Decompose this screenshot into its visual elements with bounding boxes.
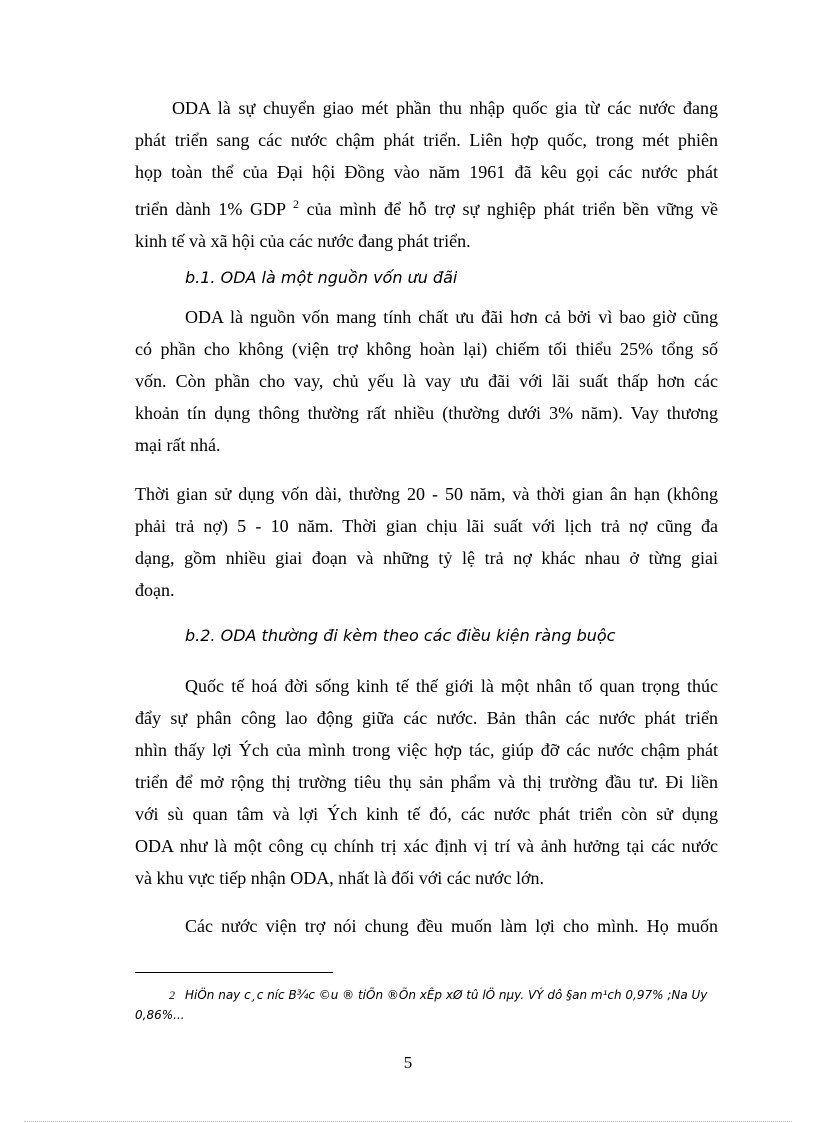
text-line: Thời gian sử dụng vốn dài, thường 20 - 50 năm, và thời gian ân hạn (không (135, 484, 718, 504)
text-line: ODA là sự chuyển giao mét phần thu nhập quốc gia từ các nước đang (172, 98, 718, 118)
text-line: Quốc tế hoá đời sống kinh tế thế giới là một nhân tố quan trọng thúc (185, 676, 718, 696)
text-segment: triển dành 1% GDP (135, 199, 286, 219)
footnote-line: 0,86%... (135, 1008, 185, 1022)
text-line: có phần cho không (viện trợ không hoàn lại) chiếm tối thiểu 25% tổng số (135, 339, 718, 359)
paragraph-donor-interest (135, 910, 718, 942)
text-line-with-footnote-ref (135, 188, 718, 225)
text-line: Các nước viện trợ nói chung đều muốn làm lợi cho mình. Họ muốn (185, 916, 718, 936)
text-line: nhìn thấy lợi Ých của mình trong việc hợp tác, giúp đỡ các nước chậm phát (135, 740, 718, 760)
footnote-line (135, 985, 718, 1005)
text-line: và khu vực tiếp nhận ODA, nhất là đối với các nước lớn. (135, 868, 544, 888)
text-segment: của mình để hỗ trợ sự nghiệp phát triển bền vững về (306, 199, 718, 219)
text-line: dạng, gồm nhiều giai đoạn và những tỷ lệ trả nợ khác nhau ở từng giai (135, 548, 718, 568)
section-heading-b2: b.2. ODA thường đi kèm theo các điều kiện ràng buộc (185, 626, 616, 645)
text-line: khoản tín dụng thông thường rất nhiều (thường dưới 3% năm). Vay thương (135, 403, 718, 423)
footnote-separator (135, 972, 333, 973)
text-line: đẩy sự phân công lao động giữa các nước. Bản thân các nước phát triển (135, 708, 718, 728)
text-line: vốn. Còn phần cho vay, chủ yếu là vay ưu đãi với lãi suất thấp hơn các (135, 371, 718, 391)
paragraph-loan-terms (135, 478, 718, 606)
footnote (135, 985, 718, 1025)
page-bottom-border (24, 1121, 792, 1122)
text-line: với sù quan tâm và lợi Ých kinh tế đó, các nước phát triển còn sử dụng (135, 804, 718, 824)
footnote-mark: 2 (169, 988, 175, 1002)
section-heading-b1: b.1. ODA là một nguồn vốn ưu đãi (185, 268, 458, 287)
text-line: ODA là nguồn vốn mang tính chất ưu đãi hơn cả bởi vì bao giờ cũng (185, 307, 718, 327)
footnote-text: HiÖn nay c¸c níc B¾c ©u ® tiÕn ®Õn xÊp xØ tû lÖ nµy. VÝ dô §an m¹ch 0,97% ;Na Uy (185, 988, 708, 1002)
text-line: ODA như là một công cụ chính trị xác định vị trí và ảnh hưởng tại các nước (135, 836, 718, 856)
text-line: triển để mở rộng thị trường tiêu thụ sản phẩm và thị trường đầu tư. Đi liền (135, 772, 718, 792)
text-line: họp toàn thể của Đại hội Đồng vào năm 1961 đã kêu gọi các nước phát (135, 162, 718, 182)
text-line: mại rất nhá. (135, 435, 221, 455)
paragraph-concessional-capital (135, 301, 718, 461)
page-number: 5 (403, 1053, 413, 1072)
paragraph-internationalization (135, 670, 718, 894)
text-line: phát triển sang các nước chậm phát triển. Liên hợp quốc, trong mét phiên (135, 130, 718, 150)
text-line: đoạn. (135, 580, 175, 600)
paragraph-oda-definition (135, 92, 718, 257)
text-line: kinh tế và xã hội của các nước đang phát triển. (135, 231, 471, 251)
footnote-reference[interactable]: 2 (293, 197, 299, 211)
text-line: phải trả nợ) 5 - 10 năm. Thời gian chịu lãi suất với lịch trả nợ cũng đa (135, 516, 718, 536)
